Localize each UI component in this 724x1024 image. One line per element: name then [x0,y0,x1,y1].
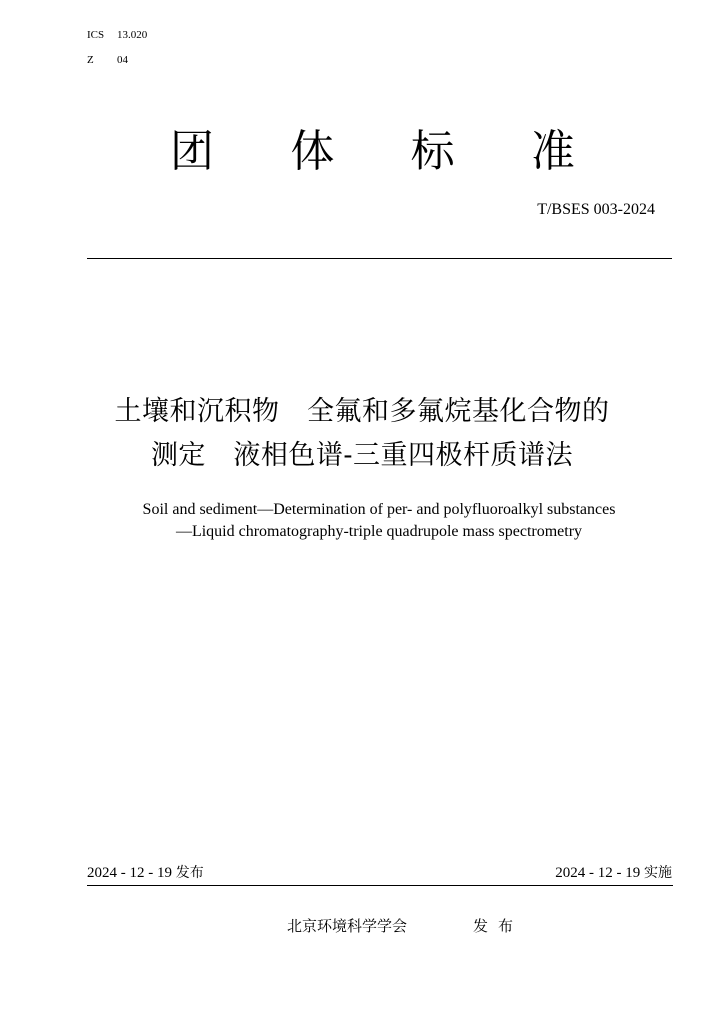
publisher-action: 发布 [473,917,524,935]
top-divider [87,258,672,259]
doc-type-char-3: 标 [410,126,455,177]
ics-label: ICS [87,29,105,41]
ccs-value: 04 [117,54,128,66]
implement-date [555,863,672,883]
ics-code [87,29,147,42]
ics-value: 13.020 [117,29,148,41]
issue-date-value: 2024 - 12 - 19 [87,865,172,881]
doc-type-char-4: 准 [530,126,575,177]
ccs-label: Z [87,54,94,66]
doc-type-char-1: 团 [170,126,214,177]
document-type-heading [170,126,575,178]
title-cn-line-1: 土壤和沉积物 全氟和多氟烷基化合物的 [114,396,610,427]
issue-date [87,863,204,883]
title-en-line-1: Soil and sediment—Determination of per- and polyfluoroalkyl substances [142,501,616,518]
ccs-code [87,54,128,67]
issue-date-label: 发布 [175,865,204,881]
bottom-divider [87,885,673,886]
title-en-line-2: —Liquid chromatography-triple quadrupole mass spectrometry [175,523,583,540]
publisher-name: 北京环境科学学会 [287,917,408,935]
doc-type-char-2: 体 [290,126,335,177]
standard-number: T/BSES 003-2024 [537,201,655,218]
implement-date-value: 2024 - 12 - 19 [555,865,641,881]
implement-date-label: 实施 [644,865,672,881]
title-cn-line-2: 测定 液相色谱-三重四极杆质谱法 [150,440,574,471]
